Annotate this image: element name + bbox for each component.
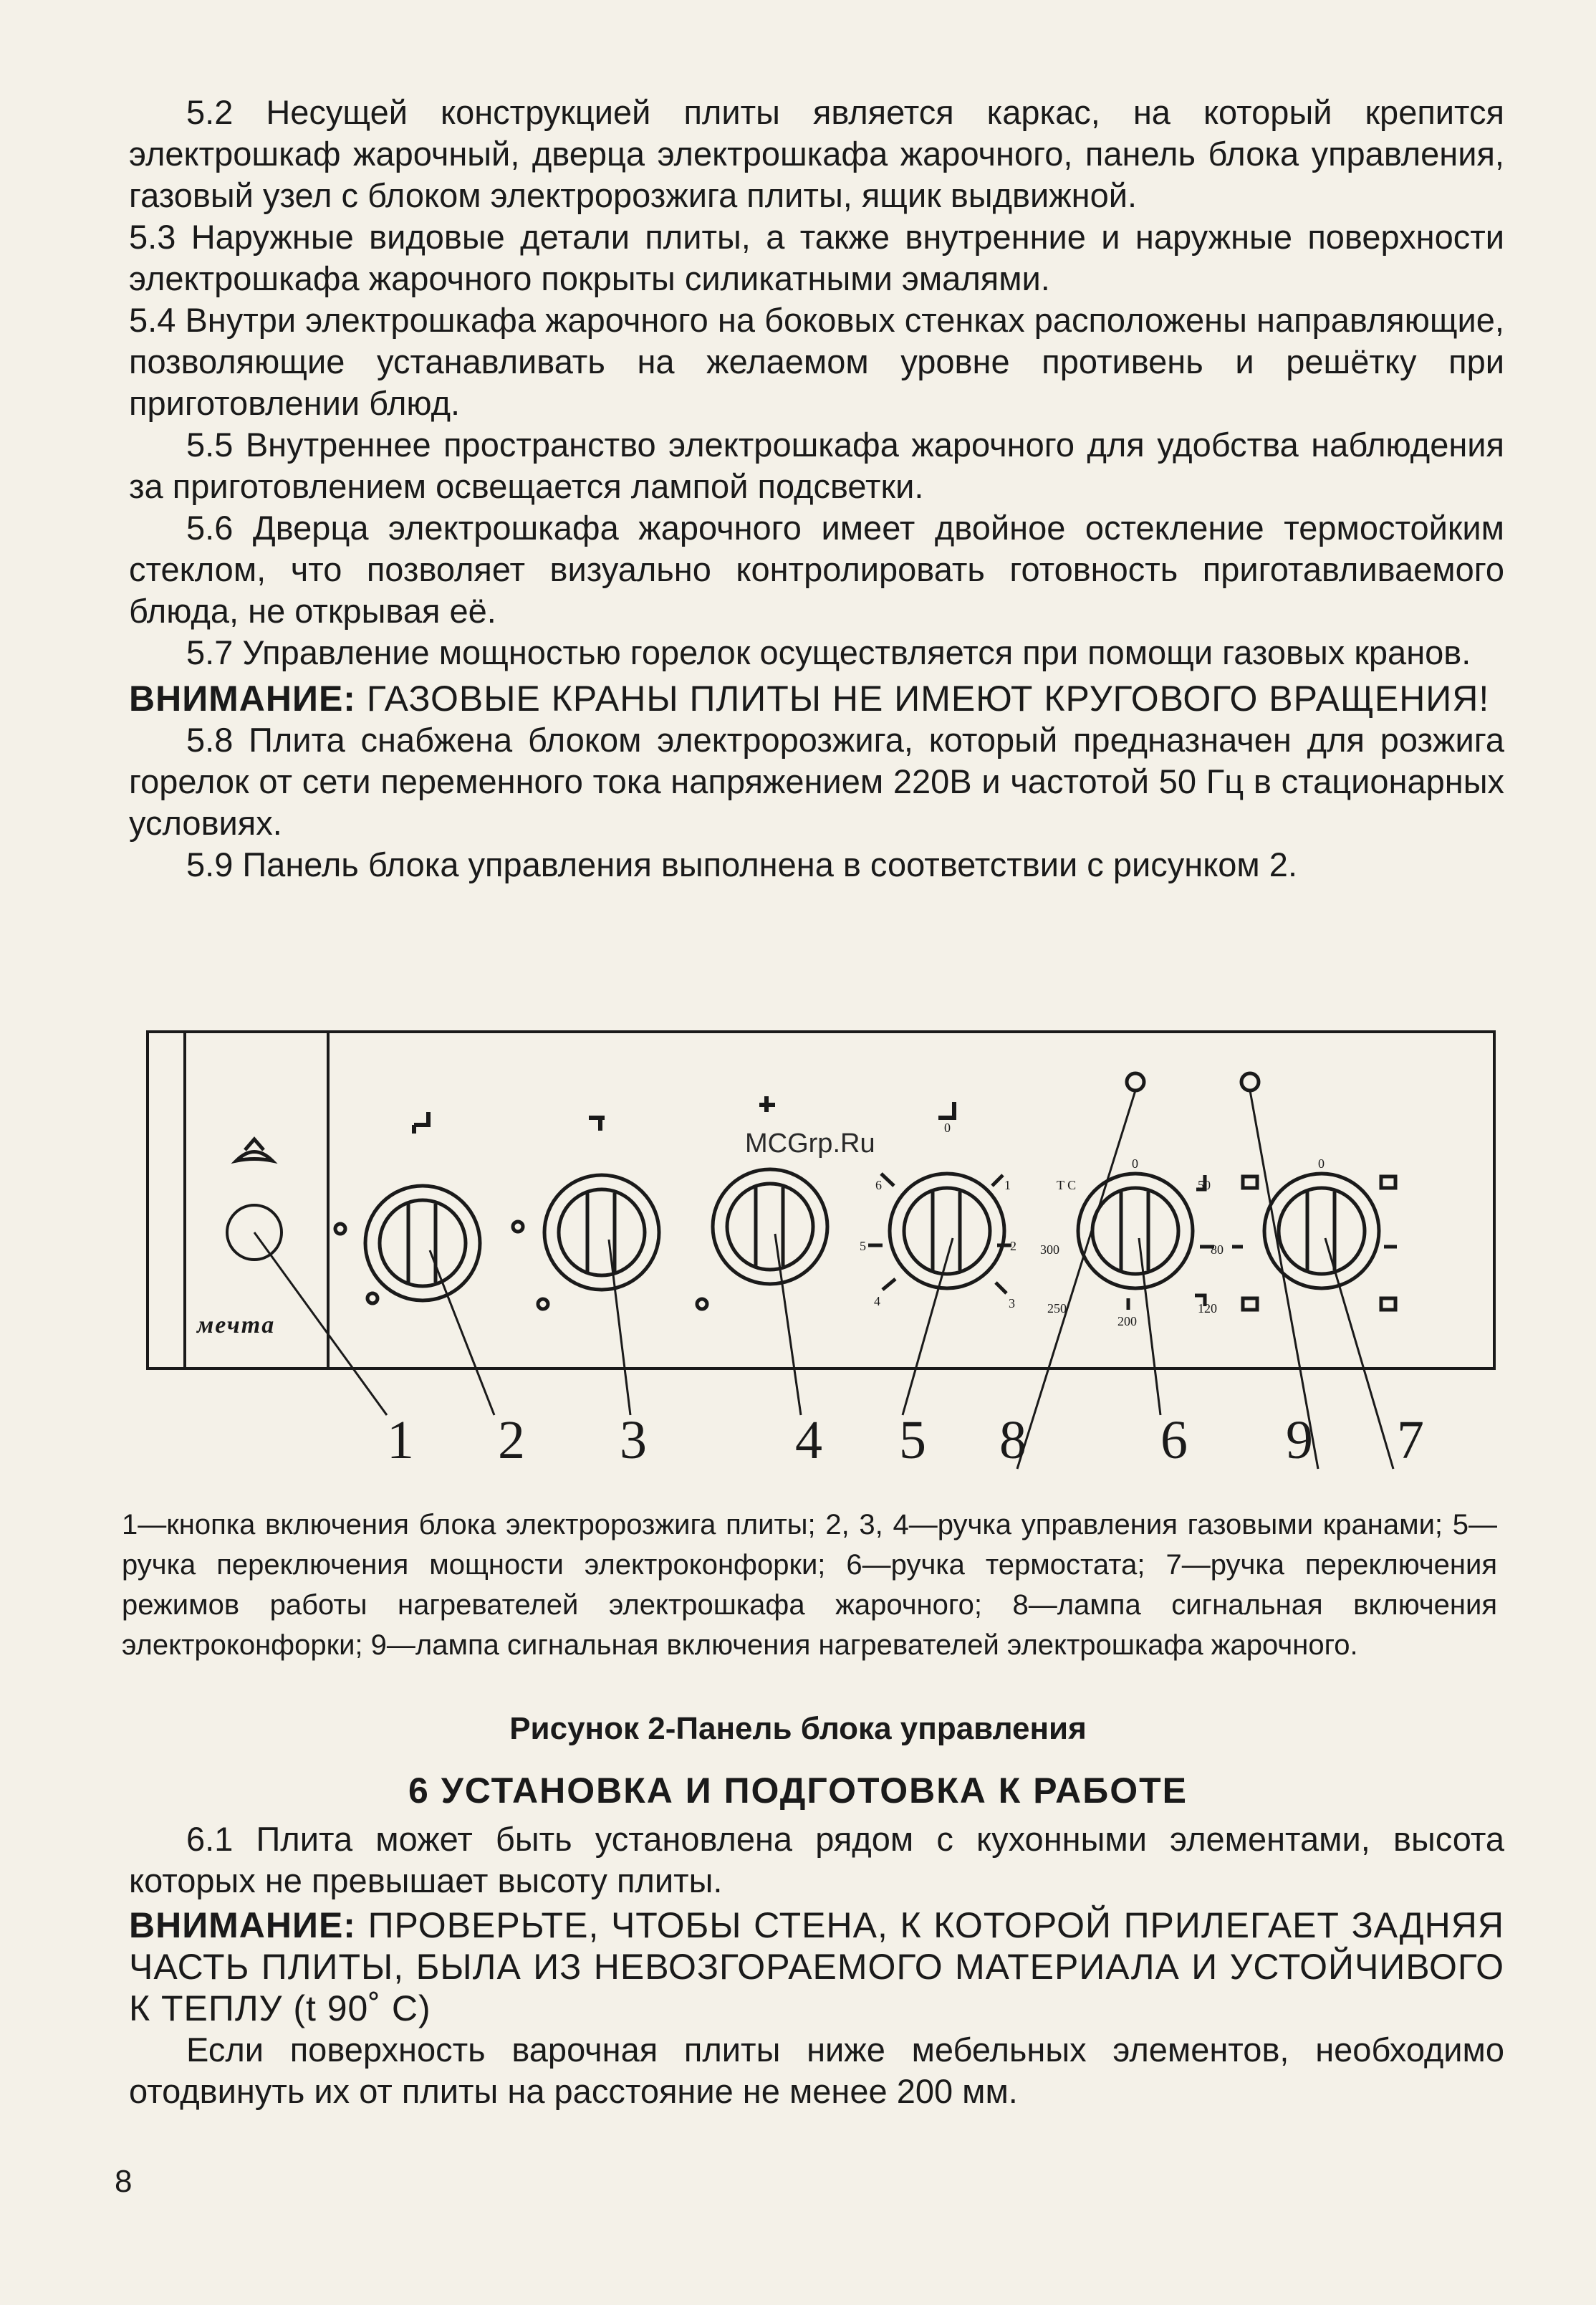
th-label-120: 120 xyxy=(1198,1301,1217,1316)
attention-1-label: ВНИМАНИЕ: xyxy=(129,679,356,719)
signal-lamp-8 xyxy=(1127,1073,1144,1091)
th-label-top: 0 xyxy=(1132,1156,1138,1171)
th-label-200: 200 xyxy=(1117,1314,1137,1328)
oven-mode-switch-7 xyxy=(1232,1174,1397,1310)
page-number: 8 xyxy=(115,2164,133,2199)
th-label-80: 80 xyxy=(1211,1242,1224,1257)
attention-2 xyxy=(129,1904,1504,2029)
figure-title: Рисунок 2-Панель блока управления xyxy=(509,1711,1087,1746)
callout-2: 2 xyxy=(498,1410,525,1470)
signal-lamp-9 xyxy=(1241,1073,1259,1091)
paragraph-5-3: 5.3 Наружные видовые детали плиты, а также внутренние и наружные поверхности электрошкафа жарочного покрыты силикатными эмалями. xyxy=(129,218,1504,297)
hp-label-1: 1 xyxy=(1004,1178,1011,1192)
th-label-250: 250 xyxy=(1047,1301,1067,1316)
callout-6: 6 xyxy=(1160,1410,1188,1470)
callout-9: 9 xyxy=(1286,1410,1313,1470)
brand-label: мечта xyxy=(197,1312,276,1338)
paragraph-6-1: 6.1 Плита может быть установлена рядом с кухонными элементами, высота которых не превышает высоту плиты. xyxy=(129,1820,1504,1899)
section-6-title: 6 УСТАНОВКА И ПОДГОТОВКА К РАБОТЕ xyxy=(408,1770,1188,1811)
callout-1: 1 xyxy=(387,1410,414,1470)
th-label-tc: T C xyxy=(1057,1178,1077,1192)
hp-label-5: 5 xyxy=(860,1239,866,1253)
callout-4: 4 xyxy=(795,1410,822,1470)
paragraph-5-6: 5.6 Дверца электрошкафа жарочного имеет двойное остекление термостойким стеклом, что позволяет визуально контролировать готовность приготавливаемого блюда, не открывая её. xyxy=(129,509,1504,630)
hp-label-2: 2 xyxy=(1010,1239,1016,1253)
attention-2-label: ВНИМАНИЕ: xyxy=(129,1905,356,1945)
callout-7: 7 xyxy=(1397,1410,1424,1470)
callout-5: 5 xyxy=(899,1410,926,1470)
gas-knob-3 xyxy=(513,1118,659,1309)
gas-knob-2 xyxy=(335,1112,480,1303)
callout-8: 8 xyxy=(999,1410,1027,1470)
paragraph-5-4: 5.4 Внутри электрошкафа жарочного на боковых стенках расположены направляющие, позволяющие устанавливать на желаемом уровне противень и решётку при приготовлении блюд. xyxy=(129,301,1504,422)
paragraph-5-5: 5.5 Внутреннее пространство электрошкафа жарочного для удобства наблюдения за приготовлением освещается лампой подсветки. xyxy=(129,426,1504,505)
figure-caption: 1—кнопка включения блока электророзжига плиты; 2, 3, 4—ручка управления газовыми кранами; 5—ручка переключения мощности электроконфорки; 6—ручка термостата; 7—ручка переключения режимов работы нагревателей электрошкафа жарочного; 8—лампа сигнальная включения электроконфорки; 9—лампа сигнальная включения нагревателей электрошкафа жарочного. xyxy=(122,1509,1497,1661)
attention-1-text: ГАЗОВЫЕ КРАНЫ ПЛИТЫ НЕ ИМЕЮТ КРУГОВОГО ВРАЩЕНИЯ! xyxy=(366,679,1490,719)
paragraph-5-7: 5.7 Управление мощностью горелок осуществляется при помощи газовых кранов. xyxy=(186,633,1471,671)
paragraph-5-9: 5.9 Панель блока управления выполнена в соответствии с рисунком 2. xyxy=(186,845,1297,883)
hp-label-3: 3 xyxy=(1009,1296,1015,1310)
hp-label-0: 0 xyxy=(944,1121,951,1135)
attention-2-text: ПРОВЕРЬТЕ, ЧТОБЫ СТЕНА, К КОТОРОЙ ПРИЛЕГАЕТ ЗАДНЯЯ ЧАСТЬ ПЛИТЫ, БЫЛА ИЗ НЕВОЗГОРАЕМОГО МАТЕРИАЛА И УСТОЙЧИВОГО К ТЕПЛУ (t 90˚ C) xyxy=(129,1905,1504,2028)
th-label-50: 50 xyxy=(1198,1178,1211,1192)
hotplate-switch-5 xyxy=(868,1102,1011,1293)
callout-3: 3 xyxy=(620,1410,647,1470)
watermark: MCGrp.Ru xyxy=(745,1128,875,1159)
section6-text xyxy=(129,1818,1504,2112)
ms-label-0: 0 xyxy=(1318,1156,1325,1171)
paragraph-last: Если поверхность варочная плиты ниже мебельных элементов, необходимо отодвинуть их от плиты на расстояние не менее 200 мм. xyxy=(129,2031,1504,2110)
hp-label-4: 4 xyxy=(874,1294,880,1308)
paragraph-5-2: 5.2 Несущей конструкцией плиты является каркас, на который крепится электрошкаф жарочный, дверца электрошкафа жарочного, панель блока управления, газовый узел с блоком электророзжига плиты, ящик выдвижной. xyxy=(129,93,1504,214)
paragraph-5-8: 5.8 Плита снабжена блоком электророзжига, который предназначен для розжига горелок от сети переменного тока напряжением 220В и частотой 50 Гц в стационарных условиях. xyxy=(129,721,1504,842)
hp-label-6: 6 xyxy=(875,1178,882,1192)
ignition-button xyxy=(227,1139,282,1260)
th-label-300: 300 xyxy=(1040,1242,1059,1257)
